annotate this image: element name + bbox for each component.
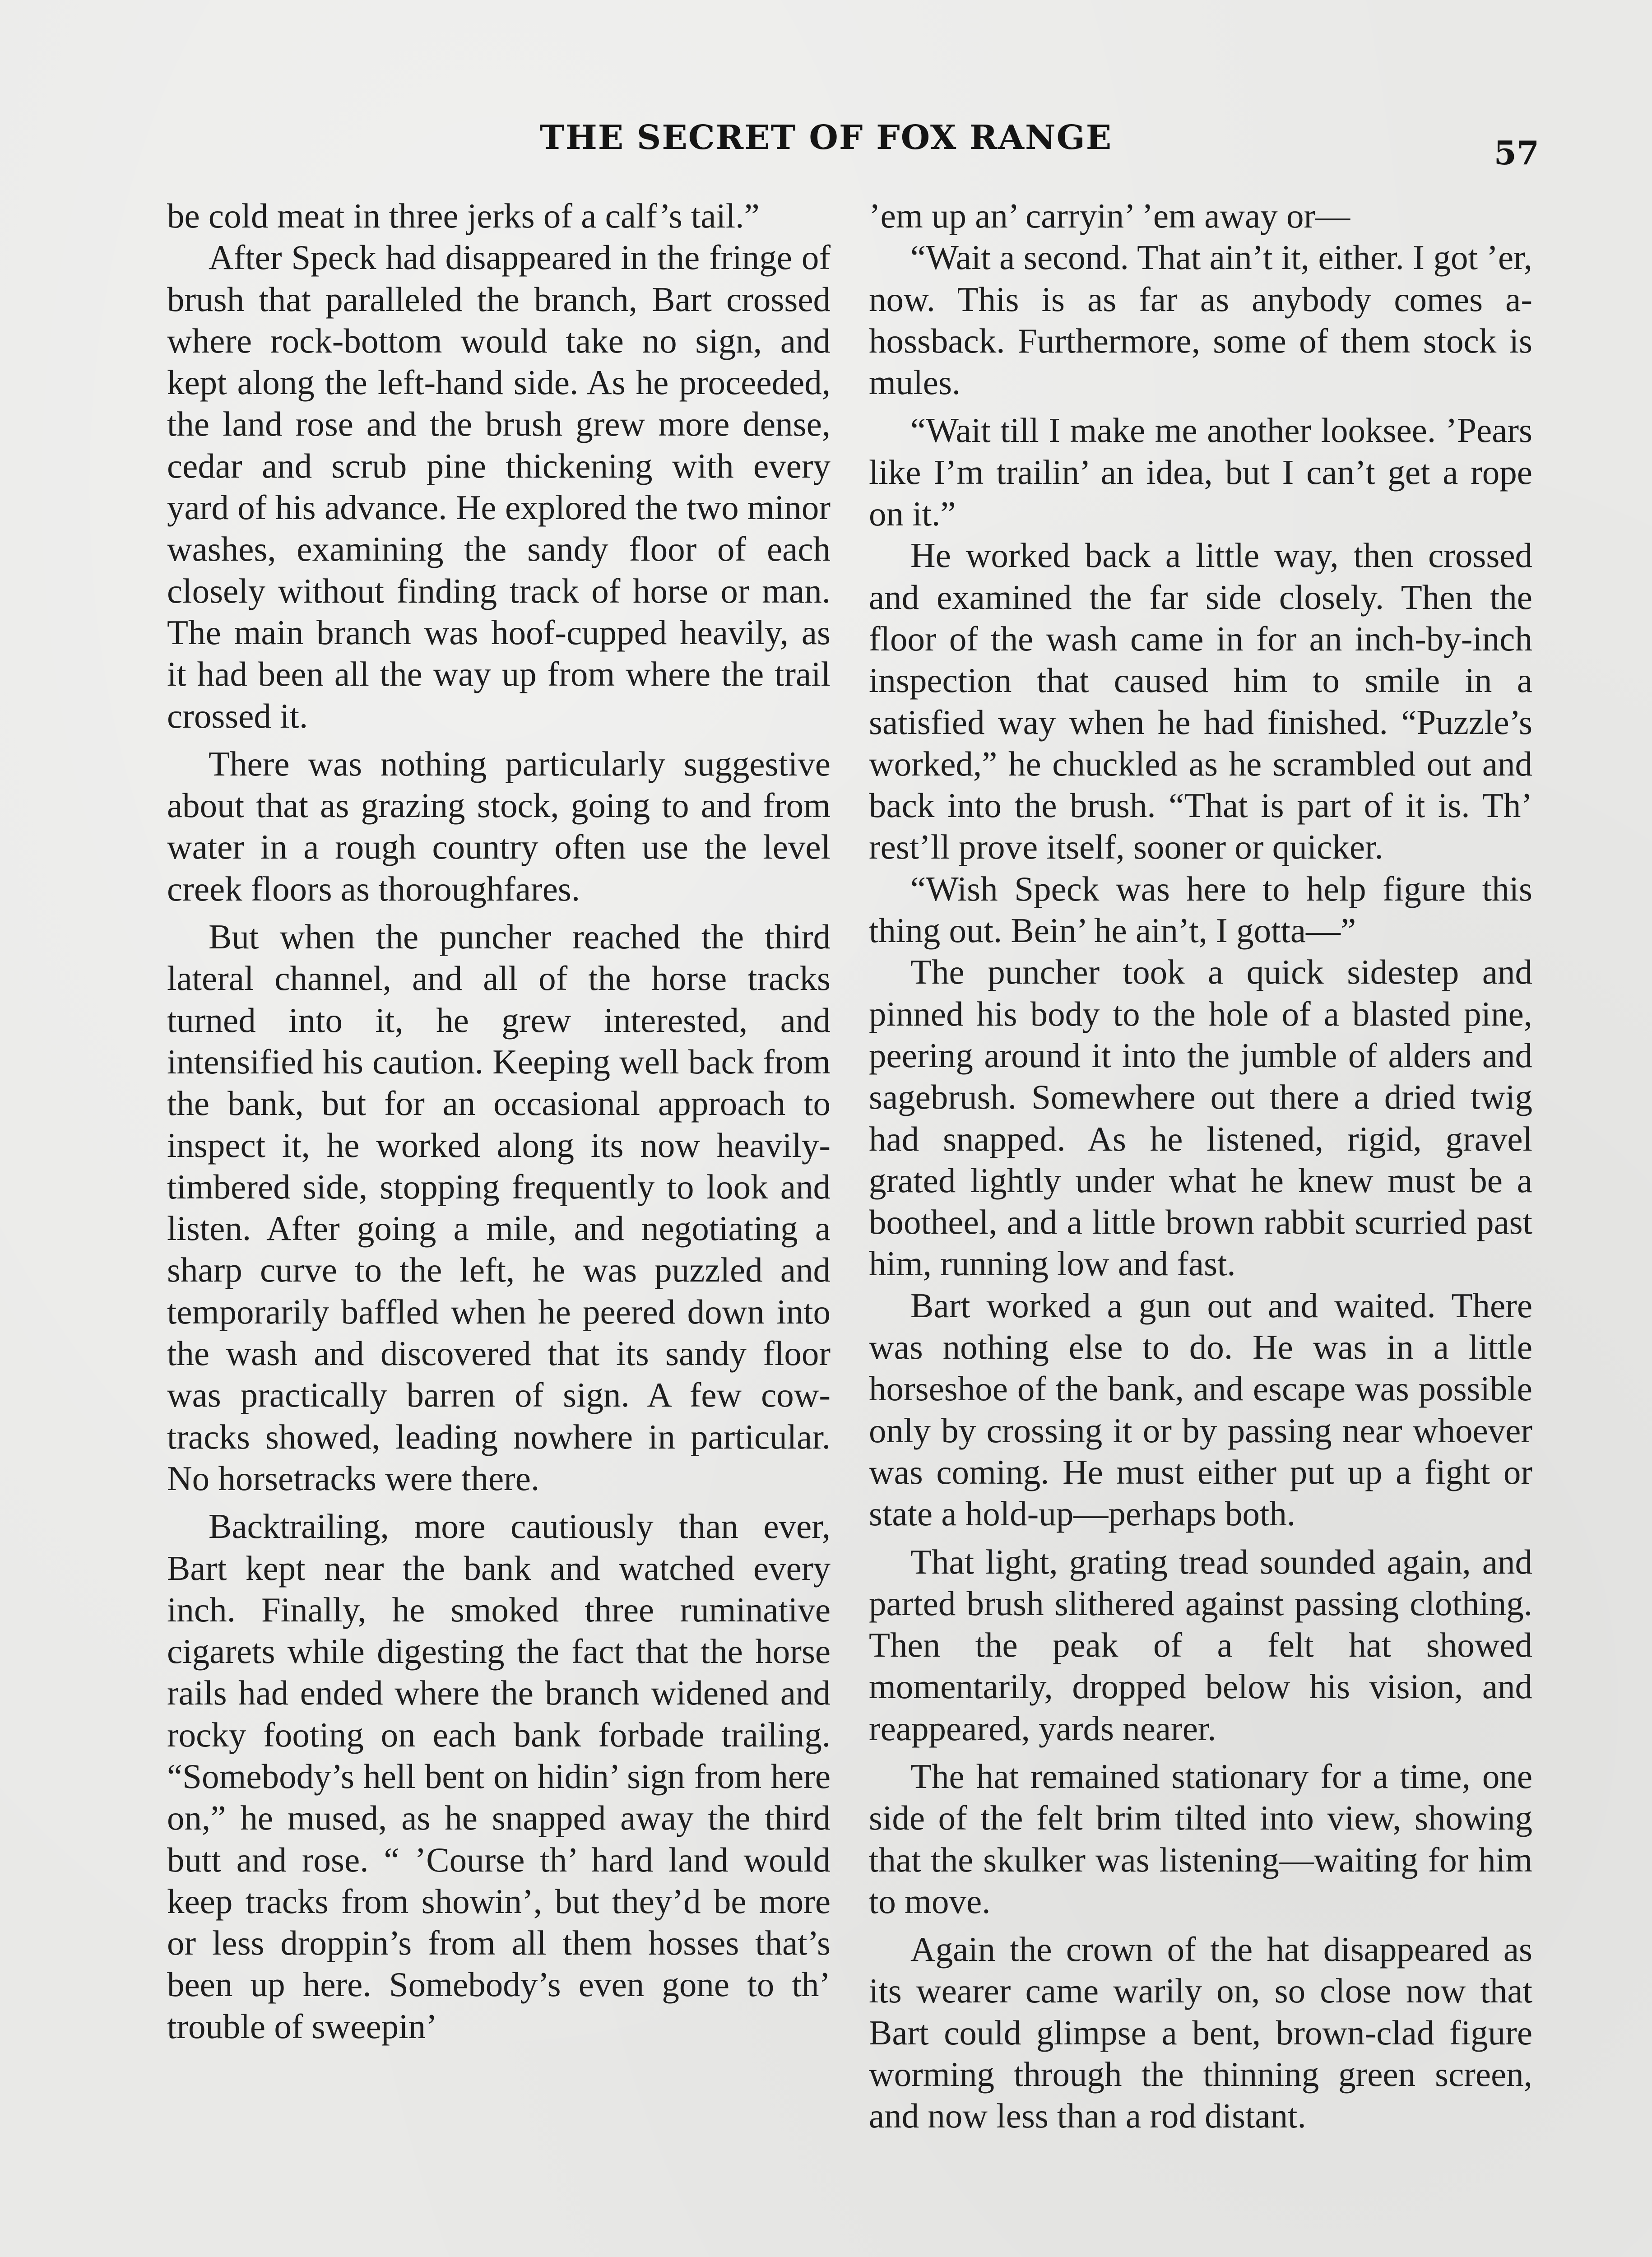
paragraph: The hat remained stationary for a time, one side of the felt brim tilted into view, showing that the skulker was listening—waiting for him to move. [869,1756,1532,1921]
page-number: 57 [1494,134,1539,172]
right-column [869,195,1532,2137]
paragraph: ’em up an’ carryin’ ’em away or— [869,196,1350,235]
paragraph: “Wait till I make me another looksee. ’Pears like I’m trailin’ an idea, but I can’t get a rope on it.” [869,411,1532,534]
paragraph: Again the crown of the hat disappeared as its wearer came warily on, so close now that Bart could glimpse a bent, brown-clad figure worming through the thinning green screen, and now less than a rod distant. [869,1930,1532,2136]
paragraph: “Wait a second. That ain’t it, either. I got ’er, now. This is as far as anybody comes a-hossback. Furthermore, some of them stock is mules. [869,238,1532,402]
paragraph: Bart worked a gun out and waited. There was nothing else to do. He was in a little horseshoe of the bank, and escape was possible only by crossing it or by passing near whoever was coming. He must either put up a fight or state a hold-up—perhaps both. [869,1286,1532,1533]
paragraph: That light, grating tread sounded again, and parted brush slithered against passing clothing. Then the peak of a felt hat showed momentarily, dropped below his vision, and reappeared, yards nearer. [869,1542,1532,1748]
paragraph: The puncher took a quick sidestep and pinned his body to the hole of a blasted pine, peering around it into the jumble of alders and sagebrush. Somewhere out there a dried twig had snapped. As he listened, rigid, gravel grated lightly under what he knew must be a bootheel, and a little brown rabbit scurried past him, running low and fast. [869,952,1532,1283]
running-head: THE SECRET OF FOX RANGE [539,118,1113,157]
left-column [167,195,831,2047]
paragraph: “Wish Speck was here to help figure this thing out. Bein’ he ain’t, I gotta—” [869,869,1532,950]
paragraph: Backtrailing, more cautiously than ever, Bart kept near the bank and watched every inch. Finally, he smoked three ruminative cigarets while digesting the fact that the horse rails had ended where the branch widened and rocky footing on each bank forbade trailing. “Somebody’s hell bent on hidin’ sign from here on,” he mused, as he snapped away the third butt and rose. “ ’Course th’ hard land would keep tracks from showin’, but they’d be more or less droppin’s from all them hosses that’s been up here. Somebody’s even gone to th’ trouble of sweepin’ [167,1507,831,2046]
paragraph: There was nothing particularly suggestive about that as grazing stock, going to and from water in a rough country often use the level creek floors as thoroughfares. [167,744,831,908]
paragraph: But when the puncher reached the third lateral channel, and all of the horse tracks turned into it, he grew interested, and intensified his caution. Keeping well back from the bank, but for an occasional approach to inspect it, he worked along its now heavily-timbered side, stopping frequently to look and listen. After going a mile, and negotiating a sharp curve to the left, he was puzzled and temporarily baffled when he peered down into the wash and discovered that its sandy floor was practically barren of sign. A few cow-tracks showed, leading nowhere in particular. No horsetracks were there. [167,917,831,1498]
paragraph: After Speck had disappeared in the fringe of brush that paralleled the branch, Bart crossed where rock-bottom would take no sign, and kept along the left-hand side. As he proceeded, the land rose and the brush grew more dense, cedar and scrub pine thickening with every yard of his advance. He explored the two minor washes, examining the sandy floor of each closely without finding track of horse or man. The main branch was hoof-cupped heavily, as it had been all the way up from where the trail crossed it. [167,238,831,735]
paragraph: be cold meat in three jerks of a calf’s tail.” [167,196,760,235]
paragraph: He worked back a little way, then crossed and examined the far side closely. Then the floor of the wash came in for an inch-by-inch inspection that caused him to smile in a satisfied way when he had finished. “Puzzle’s worked,” he chuckled as he scrambled out and back into the brush. “That is part of it is. Th’ rest’ll prove itself, sooner or quicker. [869,536,1532,867]
